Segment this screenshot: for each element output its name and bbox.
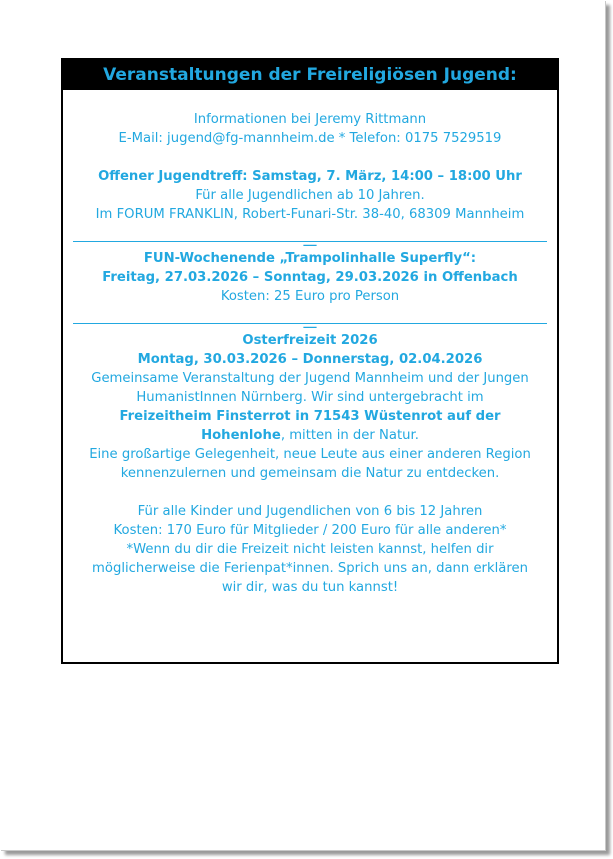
- osterfreizeit-place: Freizeitheim Finsterrot in 71543 Wüstenrot auf der: [119, 409, 501, 424]
- osterfreizeit-note: *Wenn du dir die Freizeit nicht leisten kannst, helfen dir: [126, 542, 494, 557]
- events-content: [63, 90, 557, 597]
- osterfreizeit-description: Eine großartige Gelegenheit, neue Leute aus einer anderen Region: [89, 447, 531, 462]
- osterfreizeit-note: wir dir, was du tun kannst!: [221, 580, 399, 595]
- osterfreizeit-title: Osterfreizeit 2026: [242, 333, 378, 348]
- osterfreizeit-section: [71, 331, 549, 597]
- jugendtreff-location: Im FORUM FRANKLIN, Robert-Funari-Str. 38-40, 68309 Mannheim: [95, 207, 525, 222]
- osterfreizeit-age: Für alle Kinder und Jugendlichen von 6 bis 12 Jahren: [137, 504, 483, 519]
- osterfreizeit-note: möglicherweise die Ferienpat*innen. Sprich uns an, dann erklären: [92, 561, 528, 576]
- osterfreizeit-region: Hohenlohe: [201, 428, 281, 443]
- page-title: Veranstaltungen der Freireligiösen Jugend:: [63, 60, 557, 90]
- osterfreizeit-place-suffix: , mitten in der Natur.: [280, 428, 419, 443]
- osterfreizeit-description: kennenzulernen und gemeinsam die Natur zu entdecken.: [120, 466, 500, 481]
- divider-mark: __: [303, 314, 317, 329]
- fun-weekend-dates: Freitag, 27.03.2026 – Sonntag, 29.03.2026 in Offenbach: [102, 270, 518, 285]
- osterfreizeit-description: Gemeinsame Veranstaltung der Jugend Mannheim und der Jungen: [91, 371, 529, 386]
- jugendtreff-audience: Für alle Jugendlichen ab 10 Jahren.: [195, 188, 425, 203]
- jugendtreff-section: [71, 167, 549, 224]
- document-page: [1, 1, 606, 851]
- jugendtreff-title: Offener Jugendtreff: Samstag, 7. März, 14:00 – 18:00 Uhr: [98, 169, 522, 184]
- fun-weekend-section: [71, 249, 549, 306]
- osterfreizeit-cost: Kosten: 170 Euro für Mitglieder / 200 Euro für alle anderen*: [113, 523, 507, 538]
- osterfreizeit-description: HumanistInnen Nürnberg. Wir sind untergebracht im: [136, 390, 484, 405]
- fun-weekend-title: FUN-Wochenende „Trampolinhalle Superfly“:: [143, 251, 477, 266]
- osterfreizeit-place-line: [71, 426, 549, 445]
- fun-weekend-cost: Kosten: 25 Euro pro Person: [220, 289, 400, 304]
- contact-info-line: Informationen bei Jeremy Rittmann: [193, 112, 427, 127]
- osterfreizeit-dates: Montag, 30.03.2026 – Donnerstag, 02.04.2026: [137, 352, 483, 367]
- contact-details-line: E-Mail: jugend@fg-mannheim.de * Telefon: 0175 7529519: [118, 131, 502, 146]
- divider-mark: __: [303, 232, 317, 247]
- contact-section: [71, 110, 549, 148]
- events-box: [61, 58, 559, 664]
